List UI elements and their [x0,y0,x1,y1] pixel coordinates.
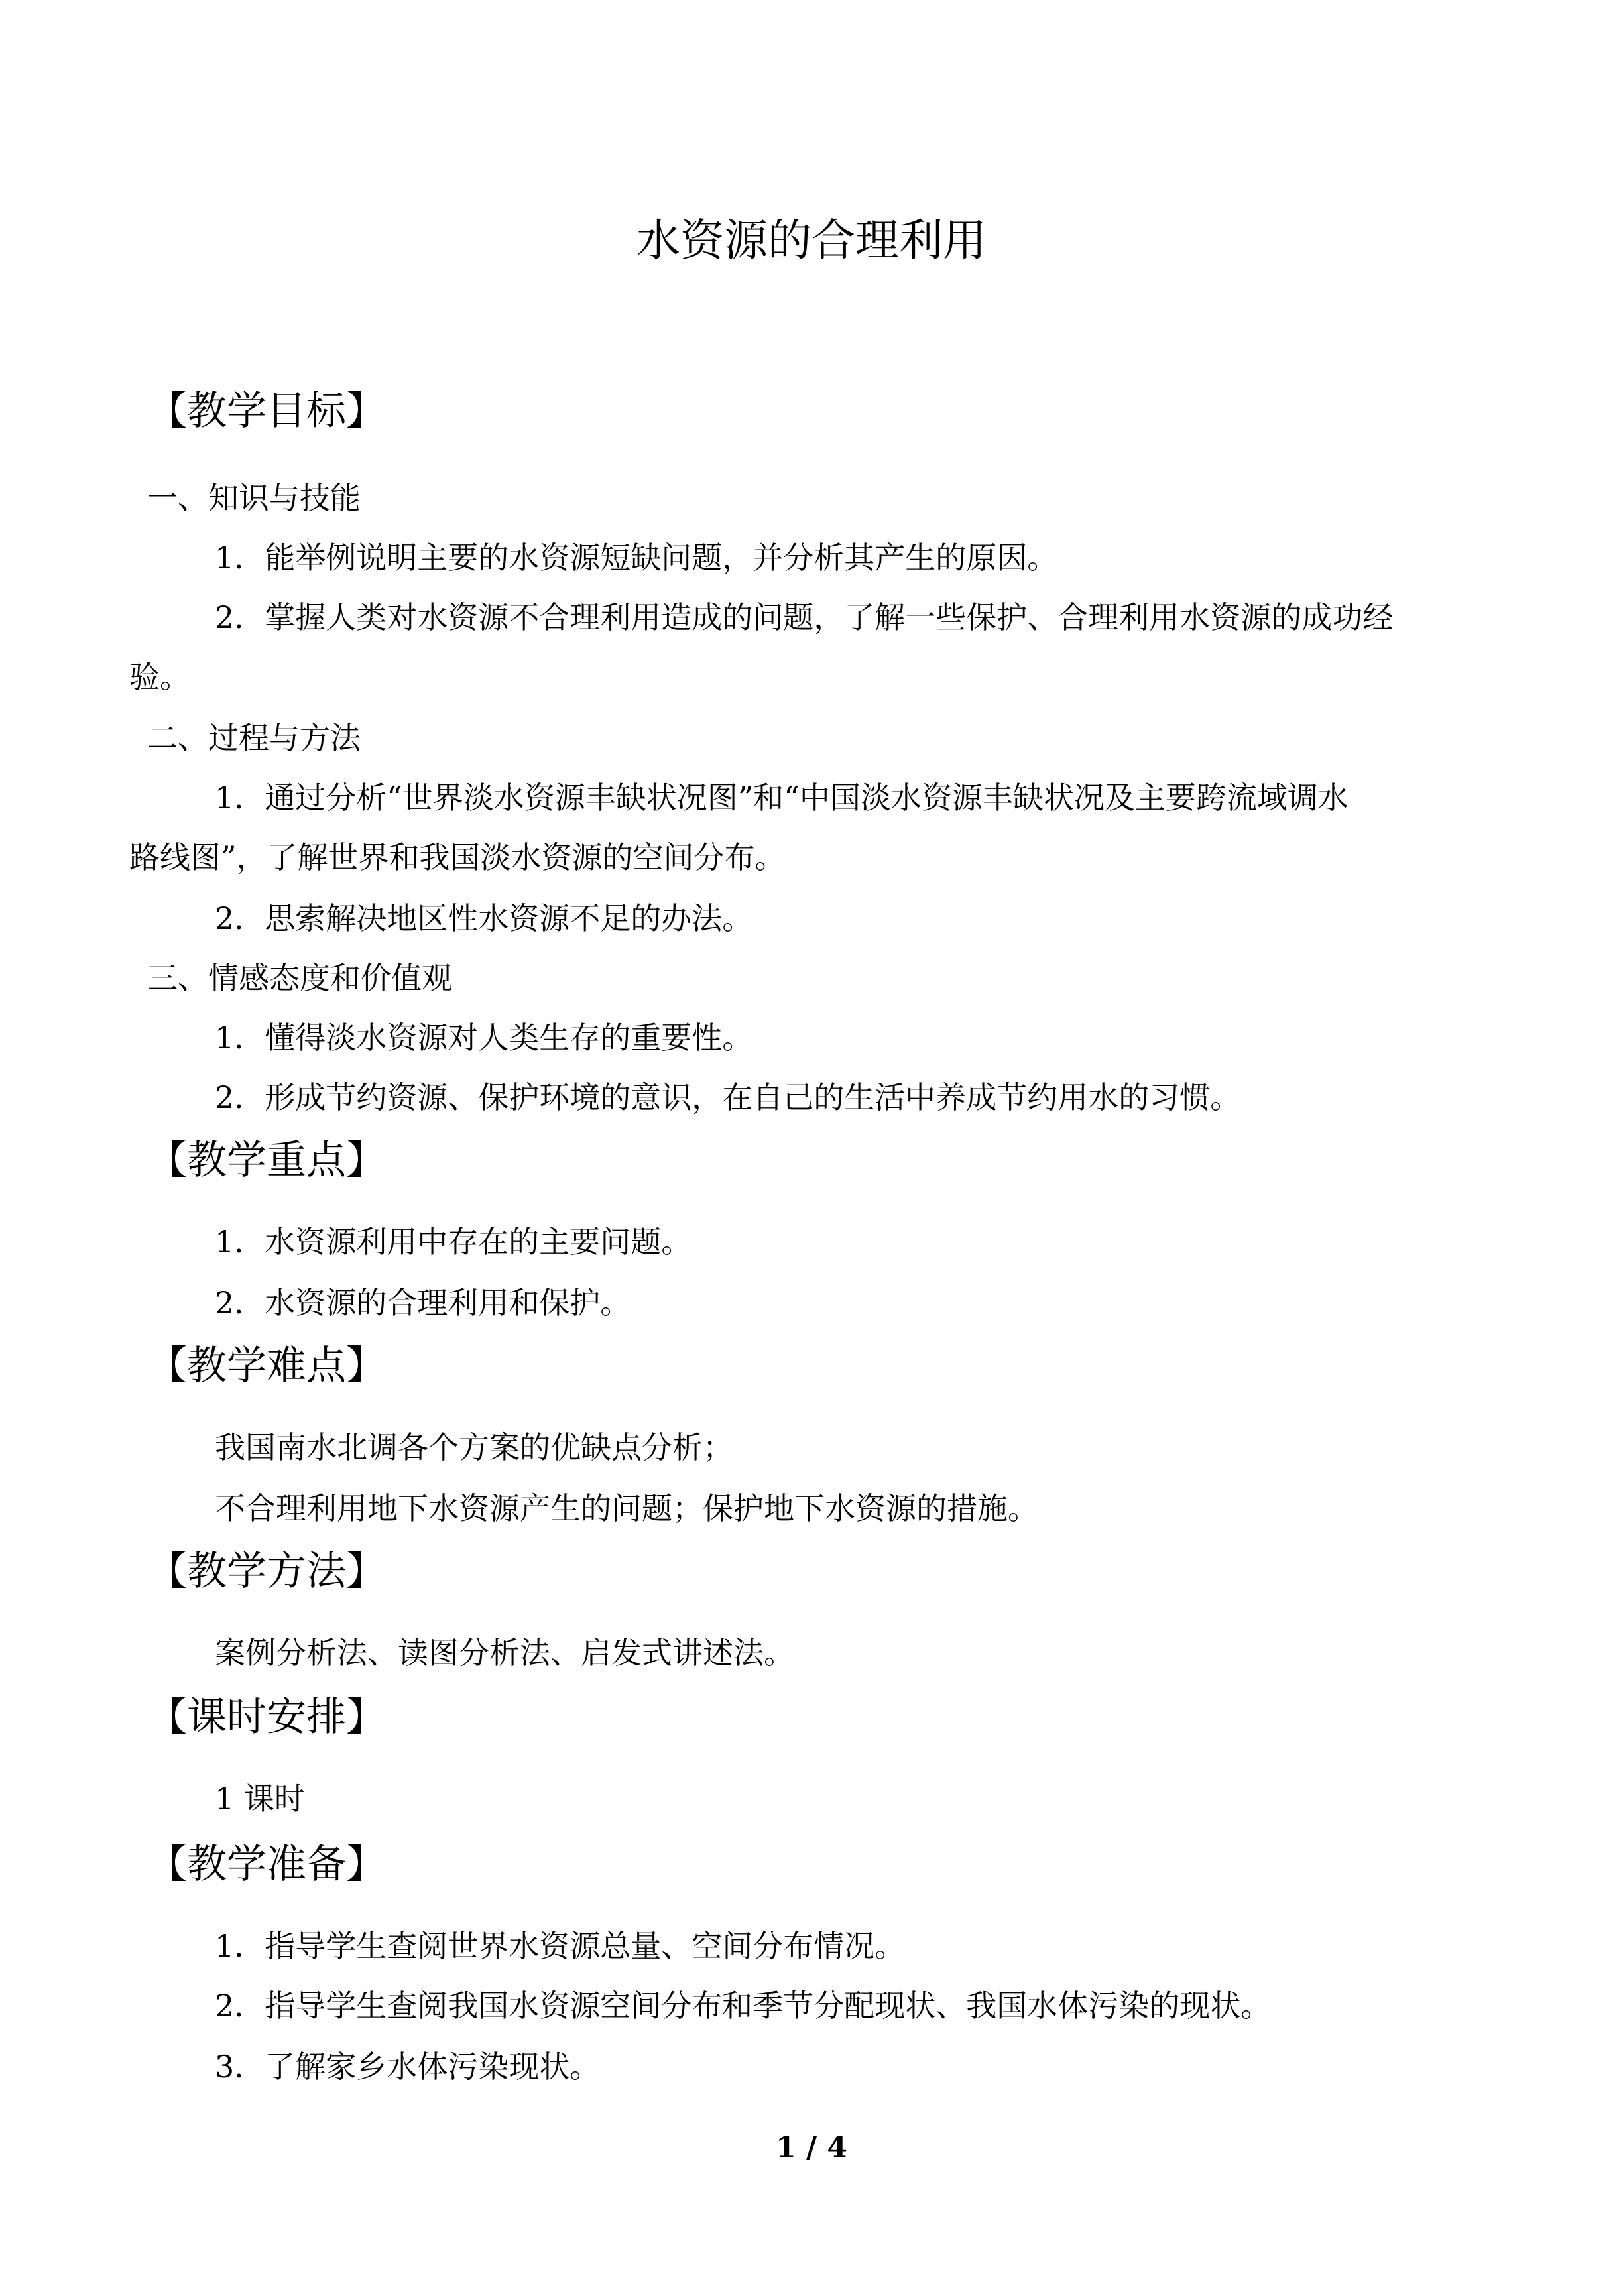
section-heading-difficulties: 【教学难点】 [147,1343,386,1389]
list-item: 2．思索解决地区性水资源不足的办法。 [215,900,753,936]
section-heading-methods: 【教学方法】 [147,1548,386,1595]
subheading-knowledge: 一、知识与技能 [147,480,361,516]
list-item: 1．水资源利用中存在的主要问题。 [215,1224,692,1260]
list-item: 1 课时 [215,1781,305,1817]
subheading-attitude: 三、情感态度和价值观 [147,960,452,996]
list-item: 1．通过分析“世界淡水资源丰缺状况图”和“中国淡水资源丰缺状况及主要跨流域调水 [215,780,1349,816]
list-item: 3．了解家乡水体污染现状。 [215,2049,601,2085]
list-item: 2．掌握人类对水资源不合理利用造成的问题，了解一些保护、合理利用水资源的成功经 [215,599,1394,635]
list-item: 不合理利用地下水资源产生的问题；保护地下水资源的措施。 [215,1490,1038,1526]
section-heading-preparation: 【教学准备】 [147,1841,386,1888]
list-item: 2．形成节约资源、保护环境的意识，在自己的生活中养成节约用水的习惯。 [215,1079,1241,1115]
list-item: 2．指导学生查阅我国水资源空间分布和季节分配现状、我国水体污染的现状。 [215,1988,1272,2024]
list-item: 我国南水北调各个方案的优缺点分析； [215,1429,733,1465]
list-item: 1．能举例说明主要的水资源短缺问题，并分析其产生的原因。 [215,540,1058,575]
section-heading-key-points: 【教学重点】 [147,1137,386,1183]
subheading-process: 二、过程与方法 [147,720,361,756]
list-item-continuation: 路线图”，了解世界和我国淡水资源的空间分布。 [129,839,786,875]
list-item: 案例分析法、读图分析法、启发式讲述法。 [215,1635,794,1671]
list-item-continuation: 验。 [129,659,190,695]
section-heading-schedule: 【课时安排】 [147,1694,386,1740]
page-title: 水资源的合理利用 [636,215,987,266]
list-item: 2．水资源的合理利用和保护。 [215,1285,631,1321]
section-heading-objectives: 【教学目标】 [147,388,386,434]
list-item: 1．指导学生查阅世界水资源总量、空间分布情况。 [215,1928,906,1964]
page-number: 1 / 4 [776,2131,847,2165]
list-item: 1．懂得淡水资源对人类生存的重要性。 [215,1020,753,1056]
